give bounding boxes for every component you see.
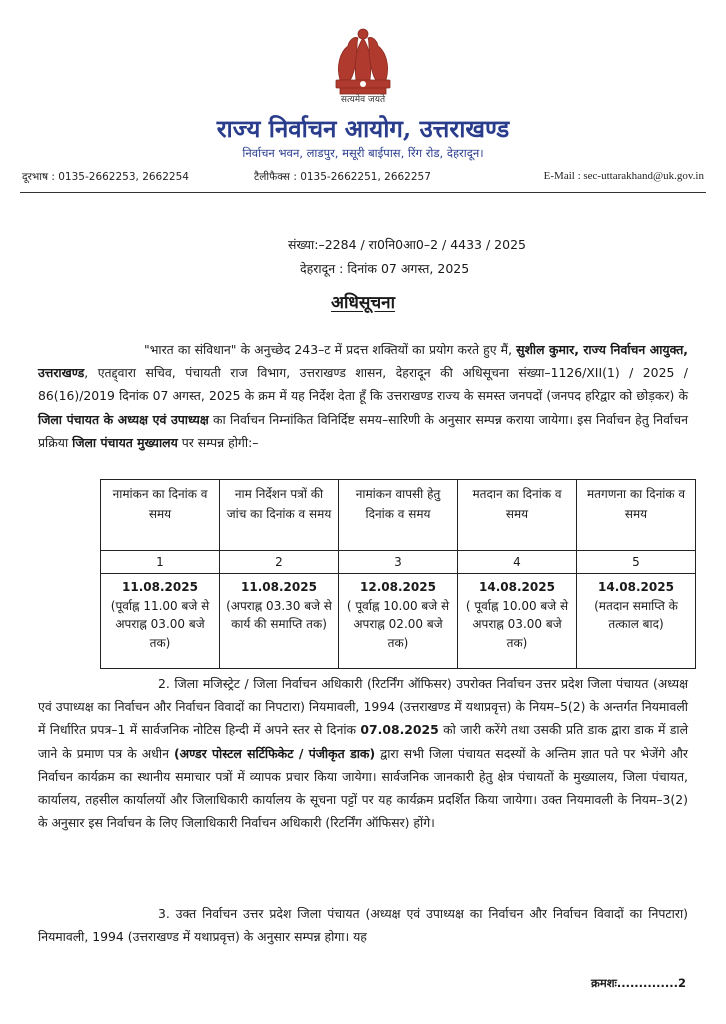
contact-row xyxy=(22,170,704,188)
para1-bold-posts: जिला पंचायत के अध्यक्ष एवं उपाध्यक्ष xyxy=(38,411,209,427)
column-number: 2 xyxy=(220,551,339,574)
organization-name: राज्य निर्वाचन आयोग, उत्तराखण्ड xyxy=(216,114,510,143)
schedule-time: ( पूर्वाह्न 10.00 बजे से अपराह्न 03.00 बजे तक) xyxy=(465,598,569,650)
email-address: E-Mail : sec-uttarakhand@uk.gov.in xyxy=(543,170,704,182)
schedule-date: 11.08.2025 xyxy=(241,580,317,594)
table-cell xyxy=(101,574,220,669)
para2-text-2: को जारी करेंगे तथा उसकी प्रति डाक द्वारा डाक में डाले जाने के प्रमाण पत्र के अधीन xyxy=(38,722,688,761)
para2-text-1: 2. जिला मजिस्ट्रेट / जिला निर्वाचन अधिकारी (रिटर्निंग ऑफिसर) उपरोक्त निर्वाचन उत्तर प्रदेश जिला पंचायत (अध्यक्ष एवं उपाध्यक्ष का निर्वाचन और निर्वाचन विवादों का निपटारा) नियमावली, 1994 (उत्तराखण्ड में यथाप्रवृत्त) के नियम–5(2) के अन्तर्गत नियमावली में निर्धारित प्रपत्र–1 में सार्वजनिक नोटिस हिन्दी में अपने स्तर से दिनांक xyxy=(38,676,688,738)
column-number: 1 xyxy=(101,551,220,574)
para2-bold-date: 07.08.2025 xyxy=(360,722,439,738)
para1-text-1: "भारत का संविधान" के अनुच्छेद 243–ट में प्रदत्त शक्तियों का प्रयोग करते हुए मैं, xyxy=(144,342,517,357)
column-number: 4 xyxy=(458,551,577,574)
place-and-date: देहरादून : दिनांक 07 अगस्त, 2025 xyxy=(300,261,470,276)
para1-text-2: , एतद्द्वारा सचिव, पंचायती राज विभाग, उत्तराखण्ड शासन, देहरादून की अधिसूचना संख्या–1126/XII(1) / 2025 / 86(16)/2019 दिनांक 07 अगस्त, 2025 के क्रम में यह निर्देश देता हूँ कि उत्तराखण्ड राज्य के समस्त जनपदों (जनपद हरिद्वार को छोड़कर) के xyxy=(38,365,688,404)
schedule-date: 14.08.2025 xyxy=(479,580,555,594)
column-number: 3 xyxy=(339,551,458,574)
schedule-date: 11.08.2025 xyxy=(122,580,198,594)
schedule-date: 12.08.2025 xyxy=(360,580,436,594)
table-cell xyxy=(220,574,339,669)
table-cell xyxy=(577,574,696,669)
document-title xyxy=(0,290,726,313)
fax-number: टैलीफैक्स : 0135-2662251, 2662257 xyxy=(254,171,431,183)
table-header-cell: नामांकन का दिनांक व समय xyxy=(101,480,220,551)
paragraph-1 xyxy=(38,338,688,454)
table-header-row xyxy=(101,480,696,551)
schedule-time: (अपराह्न 03.30 बजे से कार्य की समाप्ति तक) xyxy=(226,598,332,632)
organization-address: निर्वाचन भवन, लाडपुर, मसूरी बाईपास, रिंग रोड, देहरादून। xyxy=(242,146,484,160)
header-divider xyxy=(20,192,706,193)
table-header-cell: मतगणना का दिनांक व समय xyxy=(577,480,696,551)
paragraph-3: 3. उक्त निर्वाचन उत्तर प्रदेश जिला पंचायत (अध्यक्ष एवं उपाध्यक्ष का निर्वाचन और निर्वाचन विवादों का निपटारा) नियमावली, 1994 (उत्तराखण्ड में यथाप्रवृत्त) के अनुसार सम्पन्न होगा। यह xyxy=(38,906,688,945)
document-title-text: अधिसूचना xyxy=(331,293,395,313)
para1-bold-venue: जिला पंचायत मुख्यालय xyxy=(72,434,178,450)
table-cell xyxy=(458,574,577,669)
phone-number: दूरभाष : 0135-2662253, 2662254 xyxy=(22,171,189,183)
continued-marker: क्रमशः..............2 xyxy=(590,976,686,990)
table-number-row xyxy=(101,551,696,574)
para1-bold-commissioner: सुशील कुमार, राज्य निर्वाचन आयुक्त, उत्तराखण्ड xyxy=(38,342,688,381)
table-header-cell: मतदान का दिनांक व समय xyxy=(458,480,577,551)
emblem-motto: सत्यमेव जयते xyxy=(340,95,386,105)
para1-text-3: का निर्वाचन निम्नांकित विनिर्दिष्ट समय–सारिणी के अनुसार सम्पन्न कराया जायेगा। इस निर्वाचन हेतु निर्वाचन प्रक्रिया xyxy=(38,411,688,450)
election-schedule-table xyxy=(100,479,696,669)
table-cell xyxy=(339,574,458,669)
para2-text-3: द्वारा सभी जिला पंचायत सदस्यों के अन्तिम ज्ञात पते पर भेजेंगे और निर्वाचन कार्यक्रम का स्थानीय समाचार पत्रों में व्यापक प्रचार किया जायेगा। सार्वजनिक जानकारी हेतु क्षेत्र पंचायतों के मुख्यालय, जिला पंचायत, कार्यालय, तहसील कार्यालयों और जिलाधिकारी कार्यालय के सूचना पट्टों पर यह कार्यक्रम प्रदर्शित किया जायेगा। उक्त नियमावली के नियम–3(2) के अनुसार इस निर्वाचन के लिए जिलाधिकारी निर्वाचन अधिकारी (रिटर्निंग ऑफिसर) होंगे। xyxy=(38,745,688,831)
schedule-time: ( पूर्वाह्न 10.00 बजे से अपराह्न 02.00 बजे तक) xyxy=(346,598,450,650)
schedule-time: (पूर्वाह्न 11.00 बजे से अपराह्न 03.00 बजे तक) xyxy=(110,598,210,650)
para1-text-4: पर सम्पन्न होगी:– xyxy=(177,434,259,450)
column-number: 5 xyxy=(577,551,696,574)
reference-number: संख्या:–2284 / रा0नि0आ0–2 / 4433 / 2025 xyxy=(288,237,526,252)
table-row xyxy=(101,574,696,669)
para2-bold-post: (अण्डर पोस्टल सर्टिफिकेट / पंजीकृत डाक) xyxy=(173,745,376,761)
table-header-cell: नामांकन वापसी हेतु दिनांक व समय xyxy=(339,480,458,551)
paragraph-2 xyxy=(38,672,688,834)
table-header-cell: नाम निर्देशन पत्रों की जांच का दिनांक व समय xyxy=(220,480,339,551)
schedule-time: (मतदान समाप्ति के तत्काल बाद) xyxy=(594,598,678,632)
schedule-date: 14.08.2025 xyxy=(598,580,674,594)
